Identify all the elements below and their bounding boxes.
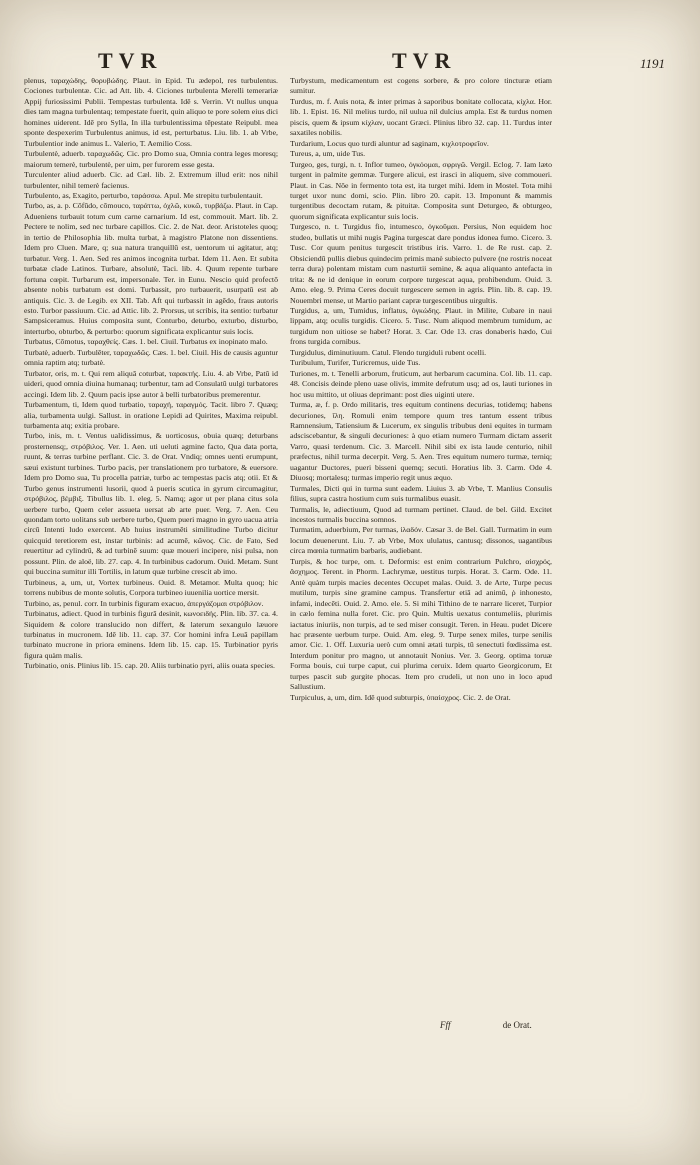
entry-turbineus: Turbineus, a, um, ut, Vortex turbineus. Ouid. 8. Metamor. Multa quoq; hic torrens nubibus de monte solutis, Corpora turbineo iuuenilia uortice mersit.: [24, 577, 278, 598]
entry-turmatim: Turmatim, aduerbium, Per turmas, ἰλαδόν. Cæsar 3. de Bel. Gall. Turmatim in eum locum deuenerunt. Liu. 7. ab Vrbe, Mox ululatus, cantusq; dissonos, uagantibus circa mœnia turmatim barbaris, audiebant.: [290, 525, 552, 556]
entry-turgeo: Turgeo, ges, turgi, n. t. Inflor tumeo, ὀγκόομαι, σφριγῶ. Vergil. Eclog. 7. Iam læto turgent in palmite gemmæ. Turgere alicui, est irasci in aliquem, sive commoueri. Plaut. in Cas. Nõe in fermento tota est, ita turget mihi. Idem in Mostel. Tota mihi turget uxor nunc domi, scio. Plin. libro 20. capit. 13. Imponunt & mammis turgentibus decoctam rutam, & pituitæ. Composita sunt Deturgeo, & obturgeo, quorum significata explicantur suis locis.: [290, 159, 552, 221]
entry-turgidulus: Turgidulus, diminutiuum. Catul. Flendo turgiduli rubent ocelli.: [290, 347, 487, 357]
right-column: [290, 76, 552, 1021]
entry-turpis: Turpis, & hoc turpe, om. t. Deformis: est enim contrarium Pulchro, αἰσχρός, ἄσχημος. Terent. in Phorm. Lachrymæ, uestitus turpis. Horat. 3. Carm. Ode. 11. Antè quàm turpis macies decentes Occupet malas. Ouid. 3. de Arte, Turpe pecus mutilum, turpis sine gramine campus. Transfertur etiā ad animū, ῥ inhonesto, infami, indecēti. Ouid. 2. Amo. ele. 5. Si mihi Tithino de te narrare liceret, Turpior in cælo femina nulla foret. Cic. pro Quin. Multis uexatus contumeliis, plurimis iactatus iniuriis, non turpis, ad te sed miser consugit. Teren. in Heau. pudet Dicere hac præsente uerbum turpe. Ouid. Am. eleg. 9. Turpe senex miles, turpe senilis amor. Cic. 1. Off. Luxuria uerò cum omni ætati turpis, tū senectuti fœdissima est. Interdum ponitur pro magno, ut annotauit Nonius. Ver. 3. Georg. optima toruæ Forma bouis, cui turpe caput, cui plurima ceruix. Idem quarto Georgicorum, Et turpes pascit sub gurgite phocas. Item pro crudeli, ut non uno in loco apud Sallustium.: [290, 556, 552, 692]
running-head-right: TVR: [392, 48, 457, 73]
entry-turbulentus: plenus, ταραχώδης, θορυβώδης. Plaut. in Epid. Tu ædepol, res turbulentus. Cociones turbulentæ. Cic. ad Att. lib. 4. Ciciones turbulenta Merelli temerariæ Appij furiosissimi Publii. Tempestas turbulenta. Idē s. Verrin. Vt nullus unqua dies tam magna turbulentaq; tempestate fuerit, quin aliquo te pore solem eius dici homines uiderent. Idē pro Sylla, In illa turbulentissima tēpestate Reipubl. mea sponte despexerim Turbulentus animus, id est, perturbatus. Liu. lib. 1. ab Vrbe, Turbulentior inde animus L. Valerio, T. Aemilio Coss.: [24, 76, 278, 148]
entry-turbamentum: Turbamentum, ti, Idem quod turbatio, ταραχή, ταραγμός. Tacit. libro 7. Quæq; alia, turbamenta uulgi. Sallust. in oratione Lepidi ad Quirites, Maxima reipubl. turbamenta atq; exitia probare.: [24, 400, 278, 430]
entry-turmales: Turmales, Dicti qui in turma sunt eadem. Liuius 3. ab Vrbe, T. Manlius Consulis filius, supra castra hostium cum suis turmalibus euasit.: [290, 483, 552, 504]
entry-turbo-noun: Turbo, inis, m. t. Ventus ualidissimus, & uorticosus, obuia quæq; deturbans prosternensq;, στρόβιλος. Ver. 1. Aen. uti ueluti agmine facto, Qua data porta, ruunt, & terras turbine perflant. Cic. 3. de Orat. Vndiq; omnes uenti erumpunt, sæui existunt turbines. Turbo pacis, per translationem pro turbatore, & euersore. Idem pro Domo sua, Tu procella patriæ, turbo ac tempestas pacis atq; otii. Et & Turbo genus instrumenti lusorii, quod à pueris scutica in gyrum circumagitur, στρόβιλος, βέμβιξ. Tibullus lib. 1. eleg. 5. Namq; agor ut per plana citus sola uerbere turbo, Quem celer assueta uersat ab arte puer. Verg. 7. Aen. Ceu quondam torto uolitans sub uerbere turbo, Quem pueri magno in gyro uacua atria circū Intenti ludo exercent. Ab huius instrumēti similitudine Turbo dicitur quicquid teretiorem est, instar turbinis: ad acumē, κῶνος. Cic. de Fato, Sed reuertitur ad cylindrū, & ad turbinē suum: quæ moueri incipere, nisi pulsa, non possunt. Plin. de aloë, lib. 27. cap. 4. In turbinibus cadorum. Ouid. Metam. Sunt qui buccina sumitur illi Tortilis, in latum quæ turbine crescit ab imo.: [24, 431, 278, 577]
entry-turbatus: Turbatus, Cōmotus, ταραχθείς. Cæs. 1. bel. Ciuil. Turbatus ex inopinato malo.: [24, 337, 268, 347]
entry-turgidus: Turgidus, a, um, Tumidus, inflatus, ὀγκώδης. Plaut. in Milite, Cubare in naui lippam, atq; oculis turgidis. Cicero. 5. Tusc. Num aliquod membrum tumidum, ac turgidum non uitiose se habet? Horat. 3. Car. Ode 13. cras donaberis hædo, Cui frons turgida cornibus.: [290, 305, 552, 347]
entry-tureus: Tureus, a, um, uide Tus.: [290, 149, 366, 159]
entry-turbate: Turbatè, aduerb. Turbulēter, ταραχωδῶς. Cæs. 1. bel. Ciuil. His de causis aguntur omnia raptim atq; turbatè.: [24, 347, 278, 368]
entry-turmalis: Turmalis, le, adiectiuum, Quod ad turmam pertinet. Claud. de bel. Gild. Excitet incestos turmalis buccina somnos.: [290, 504, 552, 525]
entry-turbystum: Turbystum, medicamentum est cogens sorbere, & pro colore tincturæ etiam sumitur.: [290, 76, 552, 96]
entry-turpiculus: Turpiculus, a, um, dim. Idē quod subturpis, ὑπαίσχρος. Cic. 2. de Orat.: [290, 692, 511, 702]
entry-turbo-verb: Turbo, as, a. p. Cōfūdo, cōmouco, ταράττω, ὀχλῶ, κυκῶ, τυρβάζω. Plaut. in Cap. Adueniens turbauit totum cum carne carnarium. Id est, commouit. Mart. lib. 2. Pectere te nolim, sed nec turbare capillos. Cic. 2. de Nat. deor. Aristoteles quoq; in tertio de Philosophia lib. multa turbat, à magistro Platone non dissentiens. Idem pro Cluen. Mare, q; sua natura tranquillū est, uentorum ui agitatur, atq; turbatur. Verg. 1. Aen. Sed res animos incognita turbat. Idem 11. Aen. Et subita turbatæ clade Latinos. Turbare, absolutè, Taci. lib. 4. Quum repente turbare fortuna cœpit. Turbarum est, impersonale. Ter. in Eunu. Nescio quid profectō absente nobis turbatum est domi. Turbassit, pro turbauerit, usurpatū est ab antiquis. Cic. 3. de Legib. ex XII. Tab. Aft qui turbassit in agēdo, fraus autoris esto. Turbor passiuum. Cic. ad Attic. lib. 2. Prorsus, ut scribis, ita sentio: turbatur Sampsiceramus. Huius composita sunt, Conturbo, deturbo, exturbo, disturbo, interturbo, obturbo, & perturbo: quorum significata explicantur suis locis.: [24, 201, 278, 336]
signature-mark: Fff: [440, 1020, 451, 1030]
entry-turbulento: Turbulento, as, Exagito, perturbo, ταράσσω. Apul. Me strepitu turbulentauit.: [24, 190, 263, 200]
entry-turiones: Turiones, m. t. Tenelli arborum, fruticum, aut herbarum cacumina. Col. lib. 11. cap. 48. Concisis deinde pleno uase olivis, immite defrutum usq; ad os, lauti turiones in hoc usu mittito, ut oliuas deprimant: post dies uiginti utere.: [290, 368, 552, 399]
entry-turculenter: Turculenter aliud aduerb. Cic. ad Cæl. lib. 2. Extremum illud erit: nos nihil turbulenter, nihil temerè facienus.: [24, 170, 278, 190]
entry-turbino: Turbino, as, penul. corr. In turbinis figuram exacuo, ἀπεργάζομαι στρόβιλον.: [24, 598, 264, 608]
left-column: [24, 76, 278, 1086]
entry-turma: Turma, æ, f. p. Ordo militaris, tres equitum continens decurias, totidemq; habens decuriones, ἴλη. Romuli enim tempore quum tres tantum essent tribus Ramnensium, Tatiensium & Lucerum, ex singulis tribubus deni equites in turmam adsciscebantur, & singuli decuriones: à quo etiam numero Turmam dictam asserit Varro, quasi terdenum. Cic. 3. Marcell. Nihil sibi ex ista laude centurio, nihil præfectus, nihil turma decerpit. Verg. 5. Aen. Tres equitum numero turmæ, terniq; uagantur Ductores, pueri bisseni quemq; secuti. Horatius lib. 3. Carm. Ode 4. Diuosq; mortalesq; turmas imperio regit unus æquo.: [290, 400, 552, 483]
entry-turgesco: Turgesco, n. t. Turgidus fio, intumesco, ὀγκοῦμαι. Persius, Non equidem hoc studeo, bullatis ut mihi nugis Pagina turgescat dare pondus idonea fumo. Cicero. 3. Tusc. Cor quum penitus turgescit tristibus iris. Varro. 1. de Re rust. cap. 2. Obsiciendū pullis diebus quindecim primis manè subiecto pulvere (ne rostris noceat terra dura) polentam mistam cum nasturtii semine, & aqua aliquanto antefacta in trita: & ne id denique in eorum corpore turgescat aqua, prohibendum. Ouid. 3. Amo. eleg. 9. Prima Ceres docuit turgescere semen in agris. Plin. lib. 8. cap. 19. Nouembri mense, ut Martio pariant capræ turgescentibus uirgultis.: [290, 222, 552, 305]
entry-turbinatus: Turbinatus, adiect. Quod in turbinis figurā desinit, κωνοειδής. Plin. lib. 37. ca. 4. Siquidem & colore translucido non differt, & laterum sexangulo læuore turbinatus in mucronem. Idē lib. 11. cap. 37. Cor homini infra Leuā papillam turbinato mucrone in priora eminens. Idem lib. 15. cap. 15. Turbinatior pyris figura quàm malis.: [24, 609, 278, 660]
entry-turbulente: Turbulentè, aduerb. ταραχωδῶς. Cic. pro Domo sua, Omnia contra leges moresq; maiorum temerè, turbulentè, per uim, per furorem esse gesta.: [24, 149, 278, 169]
entry-turdus: Turdus, m. f. Auis nota, & inter primas à saporibus bonitate collocata, κίχλα. Hor. lib. 1. Epist. 16. Nil melius turdo, nil uulua nil dulcius ampla. Est & turdus nomen piscis, quem & ipsum κίχλαν, uocant Græci. Plinius libro 32. cap. 11. Turdus inter saxatiles nobilis.: [290, 96, 552, 138]
entry-turibulum: Turibulum, Turifer, Turicremus, uide Tus.: [290, 358, 421, 368]
running-head-left: TVR: [98, 48, 163, 73]
page-footer: [440, 1020, 532, 1030]
page-number: 1191: [640, 56, 666, 71]
catchword: de Orat.: [502, 1020, 532, 1030]
entry-turdarium: Turdarium, Locus quo turdi aluntur ad saginam, κιχλοτροφεῖον.: [290, 138, 489, 148]
entry-turbinatio: Turbinatio, onis. Plinius lib. 15. cap. 20. Aliis turbinatio pyri, aliis ouata species.: [24, 661, 275, 671]
running-header: [0, 48, 700, 78]
entry-turbator: Turbator, oris, m. t. Qui rem aliquā coturbat, ταρακτής. Liu. 4. ab Vrbe, Patū id uideri, quod omnia diuina humanaq; turbentur, tam ad Consulatū uulgi turbatores accingi. Idem lib. 2. Quum pacis ipse autor à belli turbatoribus premerentur.: [24, 368, 278, 399]
